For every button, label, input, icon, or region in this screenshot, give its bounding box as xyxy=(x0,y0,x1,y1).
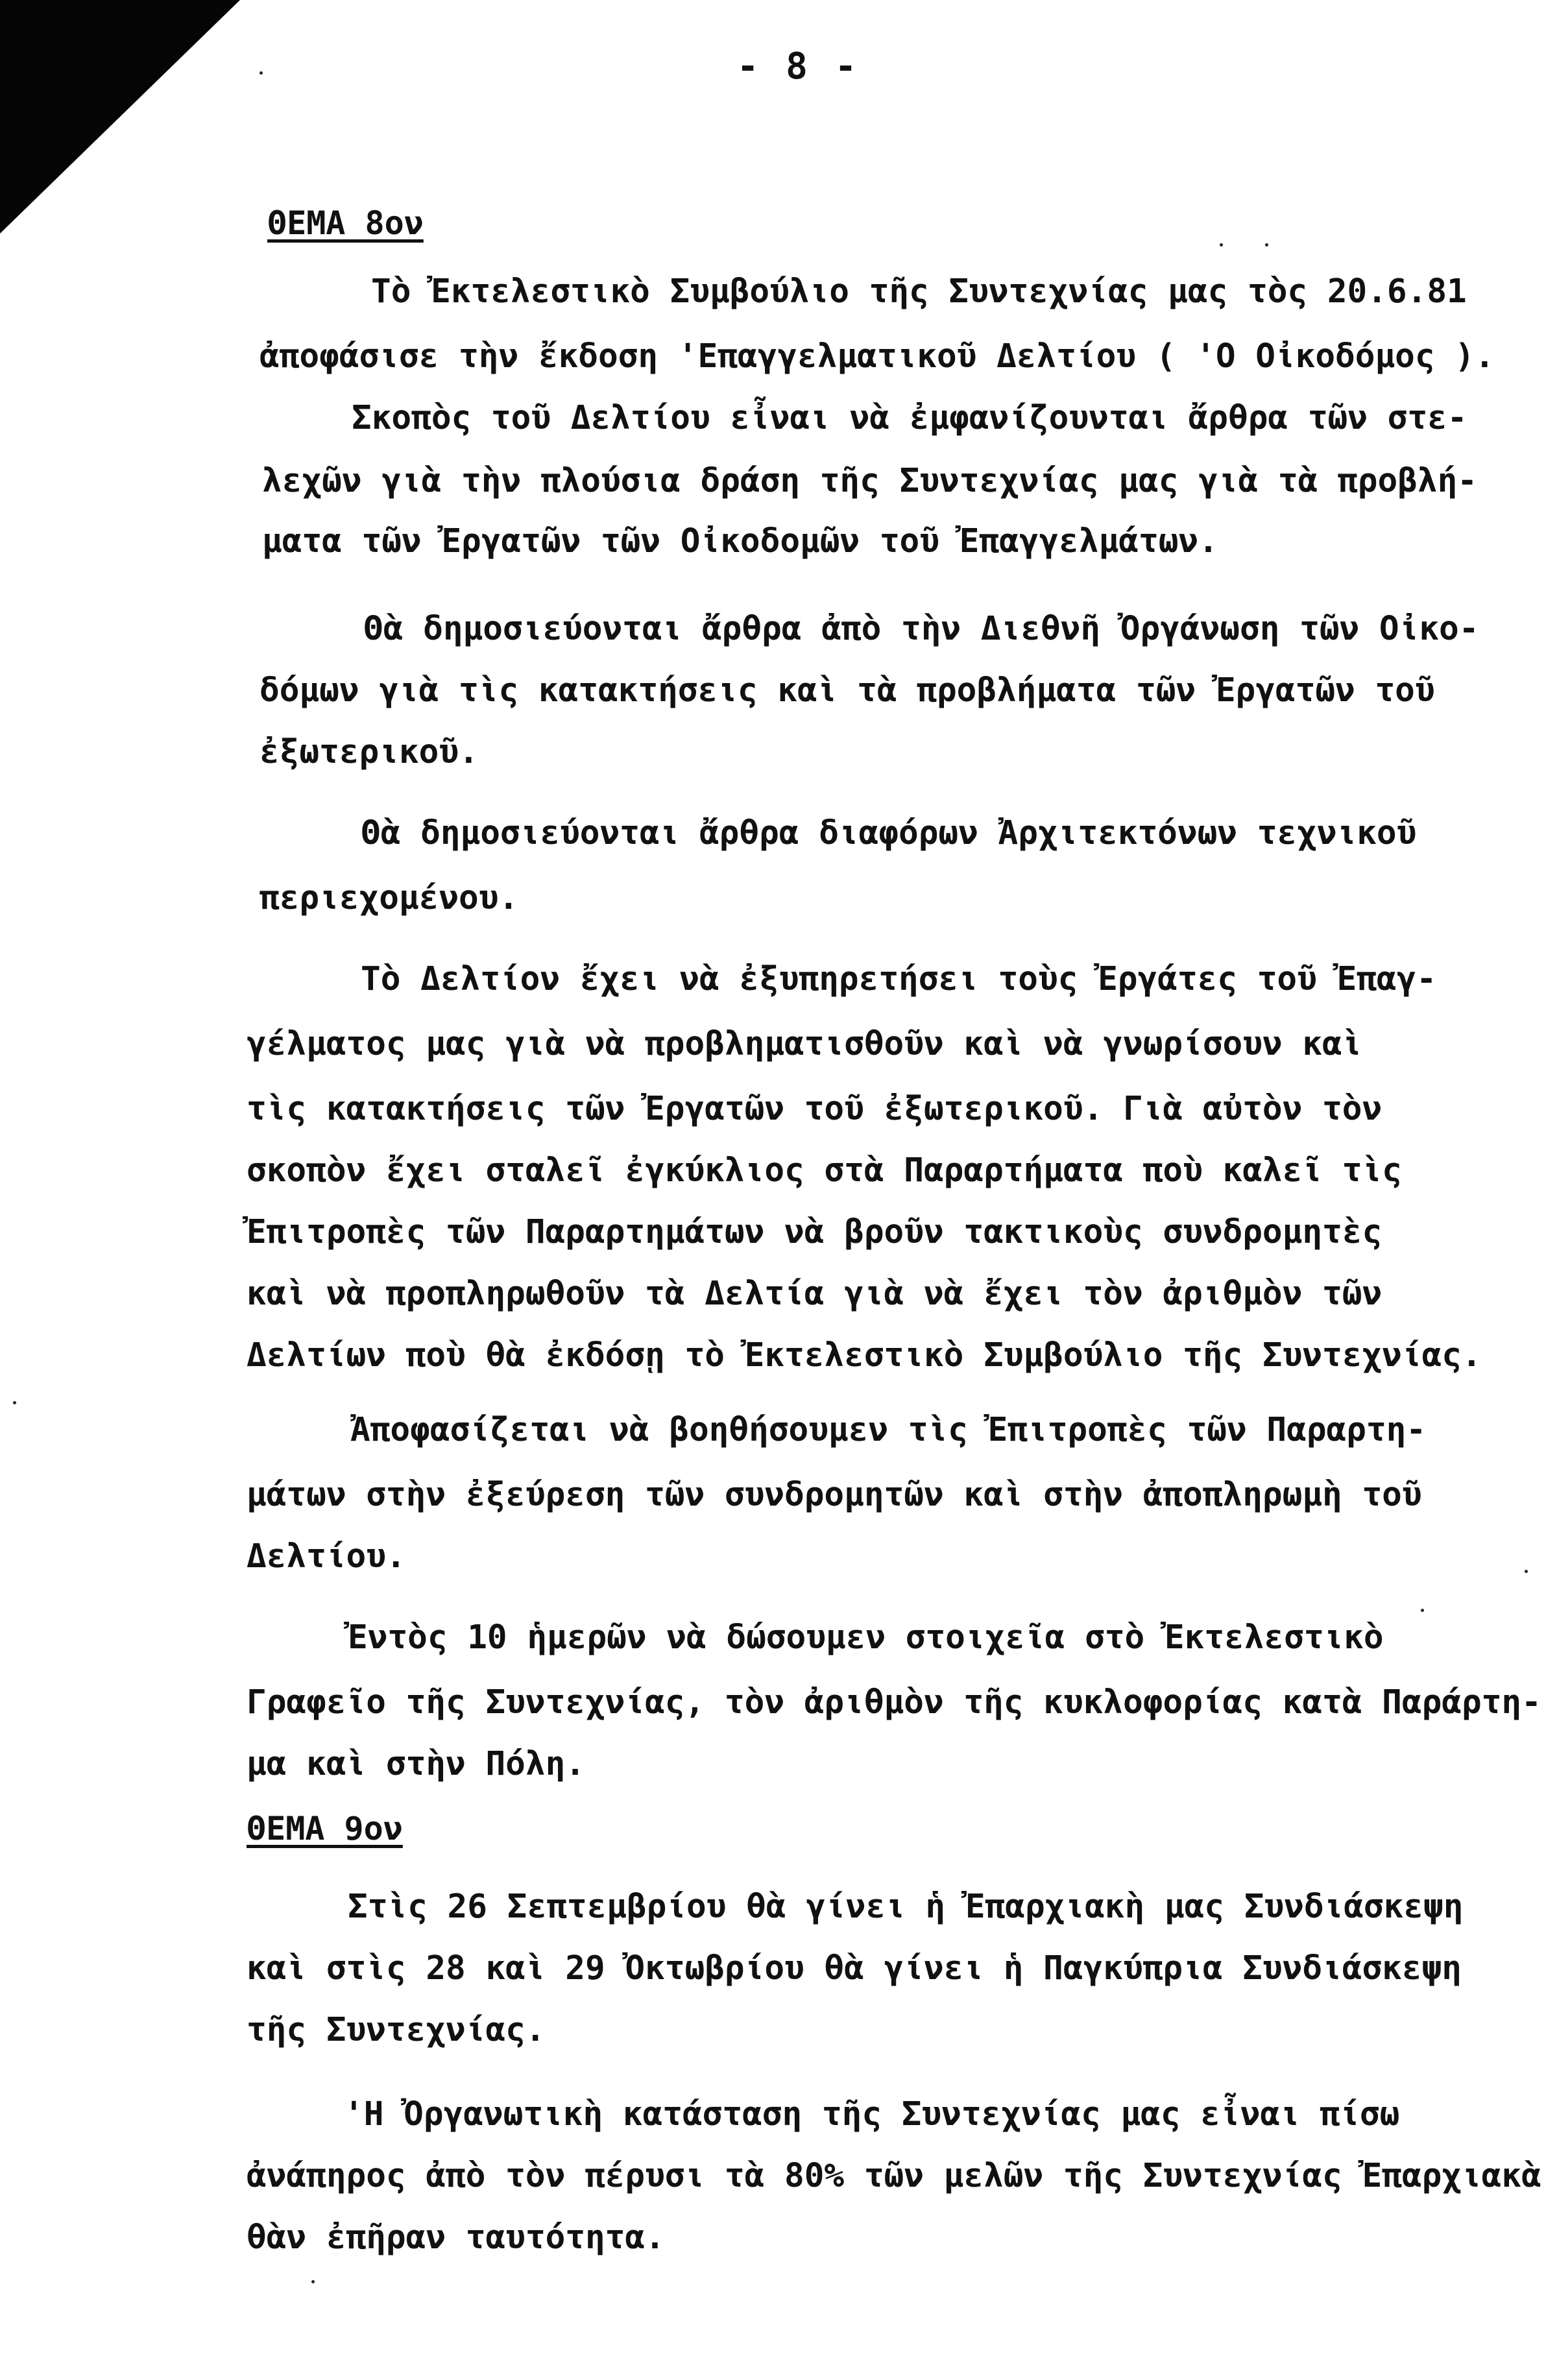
paragraph-line: λεχῶν γιὰ τὴν πλούσια δράση τῆς Συντεχνίας μας γιὰ τὰ προβλή- xyxy=(262,462,1477,500)
scan-speck xyxy=(260,71,263,75)
paragraph-line: Ἀποφασίζεται νὰ βοηθήσουμεν τὶς Ἐπιτροπὲς τῶν Παραρτη- xyxy=(350,1411,1427,1449)
paragraph-line: τὶς κατακτήσεις τῶν Ἐργατῶν τοῦ ἐξωτερικοῦ. Γιὰ αὐτὸν τὸν xyxy=(247,1090,1383,1128)
paragraph-line: Ἐπιτροπὲς τῶν Παραρτημάτων νὰ βροῦν τακτικοὺς συνδρομητὲς xyxy=(247,1213,1383,1251)
scan-speck xyxy=(1265,243,1268,246)
paragraph-line: ἀνάπηρος ἀπὸ τὸν πέρυσι τὰ 80% τῶν μελῶν τῆς Συντεχνίας Ἐπαρχιακὰ xyxy=(247,2157,1541,2195)
paragraph-line: θὰν ἐπῆραν ταυτότητα. xyxy=(247,2218,665,2257)
paragraph-line: Τὸ Δελτίον ἔχει νὰ ἐξυπηρετήσει τοὺς Ἐργάτες τοῦ Ἐπαγ- xyxy=(361,960,1437,998)
page-number: - 8 - xyxy=(736,45,860,88)
paragraph-line: δόμων γιὰ τὶς κατακτήσεις καὶ τὰ προβλήματα τῶν Ἐργατῶν τοῦ xyxy=(260,671,1435,710)
scan-speck xyxy=(311,2280,315,2283)
paragraph-line: καὶ νὰ προπληρωθοῦν τὰ Δελτία γιὰ νὰ ἔχει τὸν ἀριθμὸν τῶν xyxy=(247,1275,1383,1313)
scan-speck xyxy=(1525,1570,1528,1573)
paragraph-line: περιεχομένου. xyxy=(260,879,519,917)
paragraph-line: ἐξωτερικοῦ. xyxy=(260,733,479,771)
paragraph-line: Ἐντὸς 10 ἡμερῶν νὰ δώσουμεν στοιχεῖα στὸ Ἐκτελεστικὸ xyxy=(348,1618,1384,1657)
section-heading-8: ΘΕΜΑ 8ον xyxy=(267,204,424,242)
section-heading-9: ΘΕΜΑ 9ον xyxy=(247,1810,403,1847)
paragraph-line: τῆς Συντεχνίας. xyxy=(247,2011,546,2049)
paragraph-line: Δελτίων ποὺ θὰ ἐκδόσῃ τὸ Ἐκτελεστικὸ Συμβούλιο τῆς Συντεχνίας. xyxy=(247,1336,1482,1375)
paragraph-line: ματα τῶν Ἐργατῶν τῶν Οἰκοδομῶν τοῦ Ἐπαγγελμάτων. xyxy=(262,522,1218,560)
paragraph-line: γέλματος μας γιὰ νὰ προβληματισθοῦν καὶ νὰ γνωρίσουν καὶ xyxy=(247,1025,1362,1063)
paragraph-line: Στὶς 26 Σεπτεμβρίου θὰ γίνει ἡ Ἐπαρχιακὴ μας Συνδιάσκεψη xyxy=(348,1888,1464,1926)
scan-speck xyxy=(1220,243,1223,246)
paragraph-line: Θὰ δημοσιεύονται ἄρθρα διαφόρων Ἀρχιτεκτόνων τεχνικοῦ xyxy=(361,814,1417,852)
scan-speck xyxy=(13,1401,16,1404)
scan-corner-shadow xyxy=(0,0,240,234)
paragraph-line: Δελτίου. xyxy=(247,1537,406,1576)
paragraph-line: Σκοπὸς τοῦ Δελτίου εἶναι νὰ ἐμφανίζουνται ἄρθρα τῶν στε- xyxy=(352,399,1467,437)
paragraph-line: μα καὶ στὴν Πόλη. xyxy=(247,1745,585,1783)
paragraph-line: σκοπὸν ἔχει σταλεῖ ἐγκύκλιος στὰ Παραρτήματα ποὺ καλεῖ τὶς xyxy=(247,1151,1402,1190)
paragraph-line: καὶ στὶς 28 καὶ 29 Ὀκτωβρίου θὰ γίνει ἡ Παγκύπρια Συνδιάσκεψη xyxy=(247,1949,1462,1988)
paragraph-line: Θὰ δημοσιεύονται ἄρθρα ἀπὸ τὴν Διεθνῆ Ὀργάνωση τῶν Οἰκο- xyxy=(363,610,1479,648)
paragraph-line: ἀποφάσισε τὴν ἔκδοση 'Επαγγελματικοῦ Δελτίου ( 'Ο Οἰκοδόμος ). xyxy=(260,337,1495,376)
paragraph-line: Γραφεῖο τῆς Συντεχνίας, τὸν ἀριθμὸν τῆς κυκλοφορίας κατὰ Παράρτη- xyxy=(247,1683,1541,1722)
paragraph-line: Τὸ Ἐκτελεστικὸ Συμβούλιο τῆς Συντεχνίας μας τὸς 20.6.81 xyxy=(371,272,1467,311)
paragraph-line: 'Η Ὀργανωτικὴ κατάσταση τῆς Συντεχνίας μας εἶναι πίσω xyxy=(344,2095,1400,2134)
scan-speck xyxy=(1421,1609,1424,1612)
paragraph-line: μάτων στὴν ἐξεύρεση τῶν συνδρομητῶν καὶ στὴν ἀποπληρωμὴ τοῦ xyxy=(247,1476,1422,1514)
